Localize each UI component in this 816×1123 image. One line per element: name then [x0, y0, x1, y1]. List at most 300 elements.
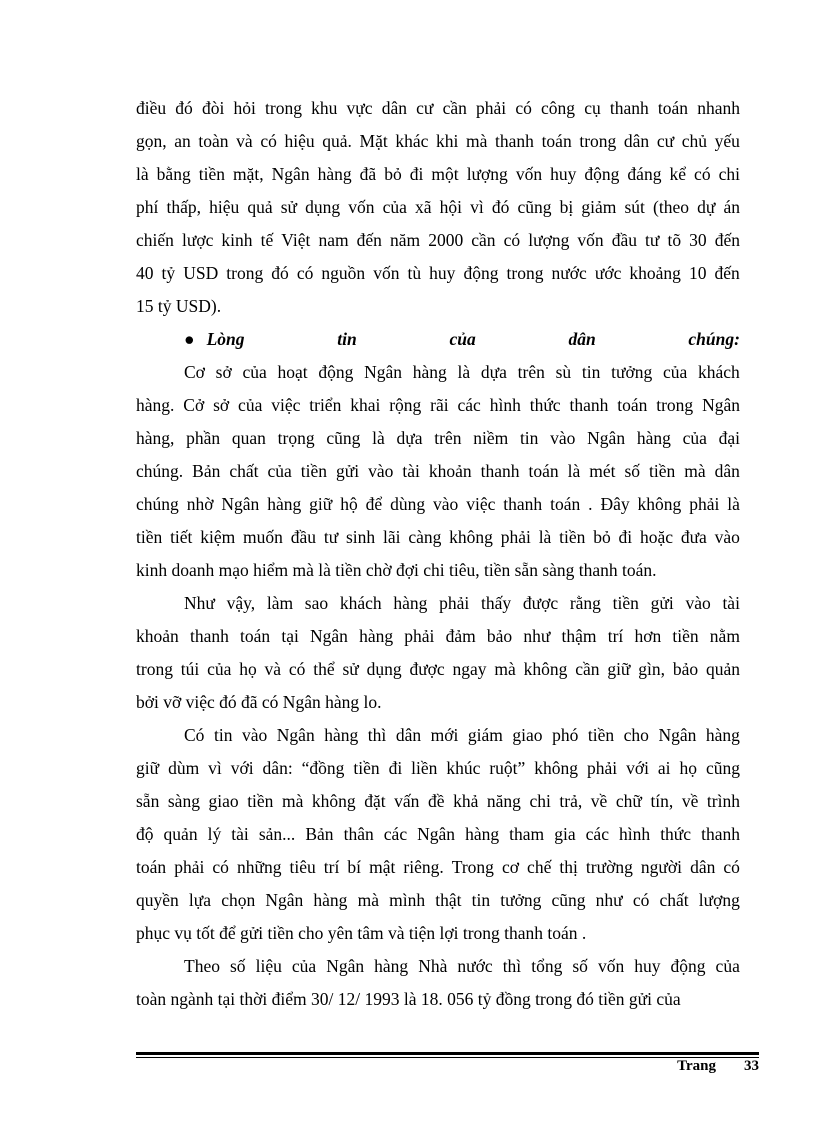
word: quản [163, 824, 198, 844]
word: thanh [609, 98, 649, 118]
word: nguồn [321, 263, 366, 283]
word: gia [554, 824, 576, 844]
text-line [136, 719, 740, 752]
word: tiền [612, 593, 639, 613]
word: cũng [326, 428, 361, 448]
word: bảo [672, 659, 699, 679]
word: xã [415, 197, 432, 217]
word: tài [231, 824, 249, 844]
word: ước [594, 263, 622, 283]
word: sinh [346, 527, 376, 547]
word: bằng [156, 164, 191, 184]
word: đưa [680, 527, 707, 547]
word: vấn [394, 791, 420, 811]
word: bí [347, 857, 362, 877]
word: trí [607, 626, 624, 646]
text-line [136, 818, 740, 851]
heading-word: chúng: [688, 329, 740, 349]
heading-word: dân [568, 329, 596, 349]
word: hàng [412, 362, 447, 382]
word: Bản [305, 824, 334, 844]
word: toàn [198, 131, 229, 151]
word: độ [136, 824, 154, 844]
word: mật [369, 857, 396, 877]
word: khác [395, 131, 429, 151]
word: Bản [192, 461, 221, 481]
word: 2000 [428, 230, 464, 250]
word: gọn, [136, 131, 167, 151]
word: dựa [396, 428, 423, 448]
word: toán [136, 857, 167, 877]
word: cần [442, 98, 467, 118]
word: Mặt [359, 131, 388, 151]
word: hàng [359, 626, 394, 646]
text-line [136, 158, 740, 191]
word: nhờ [186, 494, 214, 514]
word: là [457, 362, 471, 382]
word: tư [323, 527, 339, 547]
text-line [136, 884, 740, 917]
word: quan [231, 428, 266, 448]
word: hiệu [209, 197, 240, 217]
word: khoảng [629, 263, 681, 283]
word: chế [527, 857, 552, 877]
word: hình [489, 395, 521, 415]
word: hàng [636, 428, 671, 448]
text-line [136, 587, 740, 620]
heading-word: của [449, 329, 476, 349]
word: sở [213, 395, 230, 415]
word: của [242, 362, 267, 382]
text-line [136, 653, 740, 686]
word: chất [659, 890, 689, 910]
word: được [409, 659, 445, 679]
heading-word: tin [337, 329, 357, 349]
word: trong [656, 395, 694, 415]
word: khi [436, 131, 459, 151]
word: vốn [373, 263, 400, 283]
word: của [291, 956, 317, 976]
word: tổng [531, 956, 563, 976]
word: bỏ [384, 164, 402, 184]
word: mà [684, 461, 706, 481]
word: tiền [587, 725, 615, 745]
word: việc [271, 395, 301, 415]
word: thanh [569, 395, 609, 415]
word: trọng [277, 428, 315, 448]
word: Ngân [271, 164, 310, 184]
word: trình [706, 791, 740, 811]
word: thể [313, 659, 335, 679]
word: tiền [649, 461, 676, 481]
word: có [212, 857, 229, 877]
word: USD [183, 263, 219, 283]
word: thanh [480, 461, 520, 481]
word: thân [343, 824, 374, 844]
word: liệu [255, 956, 282, 976]
word: sử [280, 197, 298, 217]
word: tiền [300, 461, 327, 481]
word: là [136, 164, 149, 184]
word: 10 [688, 263, 707, 283]
word: số [624, 461, 641, 481]
word: Ngân [658, 725, 697, 745]
word: của [267, 461, 292, 481]
word: không [311, 791, 356, 811]
bullet-icon: ● [184, 329, 195, 349]
word: vực [346, 98, 373, 118]
word: động [463, 263, 499, 283]
word: sù [555, 362, 572, 382]
word: tiết [170, 527, 193, 547]
word: niềm [473, 428, 509, 448]
word: quyền [136, 890, 179, 910]
word: đã [359, 164, 377, 184]
word: mặt, [233, 164, 264, 184]
word: nằm [709, 626, 740, 646]
word: Ngân [310, 626, 348, 646]
word: giữ [309, 494, 333, 514]
word: vào [714, 527, 740, 547]
word: 40 [136, 263, 154, 283]
word: huy [429, 263, 456, 283]
word: kinh [221, 230, 253, 250]
word: về [681, 791, 699, 811]
word: dụng [366, 659, 402, 679]
word: cần [471, 230, 496, 250]
word: đề [427, 791, 445, 811]
word: Ngân [265, 890, 304, 910]
word: chúng [136, 494, 179, 514]
word: của [662, 362, 688, 382]
word: đó [491, 197, 510, 217]
word: khai [350, 395, 381, 415]
text-line [136, 356, 740, 389]
word: việc [466, 494, 496, 514]
word: nhanh [697, 98, 740, 118]
text-line: toàn ngành tại thời điểm 30/ 12/ 1993 là 18. 056 tỷ đồng trong đó tiền gửi của [136, 989, 681, 1009]
word: thì [502, 956, 522, 976]
word: kể [669, 164, 687, 184]
word: ruột” [489, 758, 526, 778]
word: sẵn [136, 791, 160, 811]
word: Cở [183, 395, 205, 415]
word: cũng [705, 758, 740, 778]
word: thì [367, 725, 387, 745]
word: càng [408, 527, 442, 547]
word: yếu [714, 131, 740, 151]
word: người [640, 857, 683, 877]
word: tiêu [289, 857, 316, 877]
word: trí [323, 857, 340, 877]
word: đại [718, 428, 740, 448]
word: những [236, 857, 282, 877]
heading-word: Lòng [206, 329, 245, 349]
word: tại [281, 626, 299, 646]
word: được [522, 593, 559, 613]
word: vào [241, 725, 268, 745]
word: với [626, 758, 649, 778]
word: thậm [561, 626, 597, 646]
word: dùng [390, 494, 426, 514]
word: tài [722, 593, 740, 613]
word: vào [550, 428, 576, 448]
word: tỷ [161, 263, 176, 283]
word: ai [657, 758, 671, 778]
word: có [260, 131, 277, 151]
word: các [383, 824, 408, 844]
word: dân [395, 725, 422, 745]
word: tin [213, 725, 233, 745]
word: vì [208, 758, 222, 778]
word: kiệm [200, 527, 236, 547]
word: như [595, 890, 623, 910]
word: dân [381, 98, 407, 118]
word: khoản [428, 461, 472, 481]
word: ngay [452, 659, 487, 679]
word: hỏi [233, 98, 256, 118]
word: Đây [600, 494, 630, 514]
word: hàng [317, 164, 352, 184]
word: lựa [188, 890, 212, 910]
word: khách [698, 362, 740, 382]
word: trong [579, 131, 617, 151]
word: Có [184, 725, 205, 745]
word: thị [559, 857, 578, 877]
word: hoạt [277, 362, 308, 382]
word: liền [411, 758, 438, 778]
word: đầu [290, 527, 317, 547]
word: phải [500, 527, 531, 547]
word: vốn [348, 197, 375, 217]
word: mà [357, 890, 379, 910]
word: quả. [322, 131, 352, 151]
word: tế [260, 230, 274, 250]
word: trong [226, 263, 264, 283]
word: khả [453, 791, 479, 811]
word: hoặc [639, 527, 673, 547]
word: tin [519, 428, 539, 448]
word: phải [439, 593, 470, 613]
word: toán [541, 131, 572, 151]
word: lãi [383, 527, 401, 547]
word: toán [528, 461, 559, 481]
text-line [136, 257, 740, 290]
word: vốn [577, 230, 604, 250]
word: tiền [672, 626, 699, 646]
word: dụng [305, 197, 341, 217]
word: rằng [569, 593, 601, 613]
word: các [457, 395, 481, 415]
word: gìn, [638, 659, 665, 679]
word: đáng [627, 164, 662, 184]
word: phải [689, 494, 720, 514]
word: đảm [445, 626, 476, 646]
word: chúng. [136, 461, 184, 481]
word: không [637, 494, 682, 514]
text-line: kinh doanh mạo hiểm mà là tiền chờ đợi chi tiêu, tiền sẵn sàng thanh toán. [136, 560, 657, 580]
word: lý [207, 824, 222, 844]
word: hàng, [136, 428, 175, 448]
word: . [588, 494, 593, 514]
word: đó [271, 263, 289, 283]
word: huy [550, 164, 577, 184]
word: toán [550, 494, 581, 514]
text-line: 15 tỷ USD). [136, 296, 222, 316]
word: sao [304, 593, 329, 613]
word: không [449, 527, 493, 547]
word: an [174, 131, 191, 151]
word: chi [718, 164, 740, 184]
word: dân [623, 131, 650, 151]
word: mình [389, 890, 426, 910]
word: dùm [168, 758, 200, 778]
page-value: 33 [744, 1058, 759, 1074]
word: sút [624, 197, 645, 217]
word: đi [388, 758, 403, 778]
word: như [523, 626, 551, 646]
word: chữ [615, 791, 642, 811]
word: phải [404, 626, 435, 646]
text-line: bởi vỡ việc đó đã có Ngân hàng lo. [136, 692, 382, 712]
word: chủ [681, 131, 707, 151]
word: hơn [634, 626, 662, 646]
word: động [318, 362, 354, 382]
word: hàng [374, 956, 409, 976]
word: tù [407, 263, 422, 283]
word: chất [229, 461, 259, 481]
word: hàng [324, 725, 359, 745]
word: cư [656, 131, 675, 151]
word: của [238, 395, 263, 415]
word: sử [342, 659, 359, 679]
word: tõ [667, 230, 682, 250]
word: Nhà [418, 956, 448, 976]
word: tiền [353, 758, 380, 778]
word: rộng [389, 395, 422, 415]
word: và [236, 131, 253, 151]
word: 30 [689, 230, 707, 250]
word: các [585, 824, 609, 844]
word: rãi [430, 395, 449, 415]
text-line [136, 752, 740, 785]
word: triển [309, 395, 342, 415]
word: cho [623, 725, 649, 745]
word: nam [318, 230, 349, 250]
text-line [136, 785, 740, 818]
word: là [567, 461, 581, 481]
word: năng [486, 791, 521, 811]
word: với [230, 758, 254, 778]
word: về [590, 791, 608, 811]
word: không [523, 659, 568, 679]
word: Ngân [364, 362, 403, 382]
word: có [515, 98, 532, 118]
word: khoản [136, 626, 179, 646]
word: vậy, [226, 593, 256, 613]
word: tiền [198, 164, 225, 184]
word: trong [265, 98, 302, 118]
word: bảo [486, 626, 513, 646]
word: thanh [503, 494, 543, 514]
word: tin [471, 890, 491, 910]
word: mới [430, 725, 459, 745]
word: toán [657, 98, 689, 118]
word: đầu [611, 230, 637, 250]
word: Ngân [276, 725, 315, 745]
word: hàng. [136, 395, 175, 415]
footer-divider [136, 1057, 759, 1058]
word: muốn [243, 527, 283, 547]
word: lược [181, 230, 214, 250]
word: cũng [551, 890, 586, 910]
word: tiền [136, 527, 163, 547]
word: có [694, 164, 711, 184]
word: giữ [607, 659, 631, 679]
word: trường [585, 857, 633, 877]
word: hội [439, 197, 463, 217]
word: là [538, 527, 552, 547]
word: của [207, 659, 232, 679]
word: “đồng [301, 758, 345, 778]
text-line [136, 620, 740, 653]
text-line [136, 389, 740, 422]
word: nước [551, 263, 587, 283]
word: lượng [528, 230, 570, 250]
word: hàng [393, 593, 428, 613]
word: số [230, 956, 246, 976]
footer-divider [136, 1052, 759, 1055]
text-line [136, 851, 740, 884]
word: thức [660, 824, 692, 844]
word: thức [529, 395, 561, 415]
word: một [431, 164, 459, 184]
word: năm [390, 230, 421, 250]
word: thấp, [166, 197, 201, 217]
text-line [136, 92, 740, 125]
word: Như [184, 593, 215, 613]
word: có [632, 890, 650, 910]
word: là [372, 428, 385, 448]
word: nước [457, 956, 493, 976]
word: chọn [221, 890, 256, 910]
word: tham [509, 824, 545, 844]
word: của [382, 197, 407, 217]
page-footer [136, 1052, 759, 1074]
word: vốn [515, 164, 543, 184]
word: sàng [167, 791, 200, 811]
word: dân [714, 461, 740, 481]
document-body [136, 92, 740, 1016]
word: quả [247, 197, 273, 217]
word: và [264, 659, 282, 679]
word: có [288, 659, 306, 679]
word: điều [136, 98, 167, 118]
bullet-heading-first [184, 323, 245, 356]
word: hình [619, 824, 651, 844]
word: vào [368, 461, 394, 481]
word: án [723, 197, 740, 217]
word: đi [618, 527, 633, 547]
word: cư [416, 98, 434, 118]
word: Cơ [184, 362, 205, 382]
word: đó [175, 98, 193, 118]
word: vào [433, 494, 459, 514]
word: đòi [201, 98, 225, 118]
word: sở [215, 362, 232, 382]
word: giữ [136, 758, 160, 778]
word: mét [589, 461, 616, 481]
